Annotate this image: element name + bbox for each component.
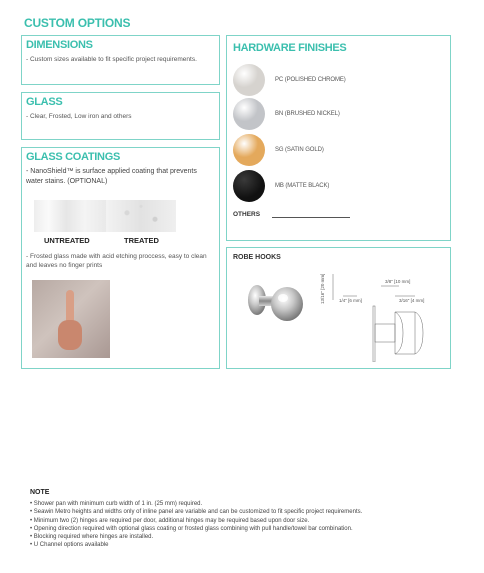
- finish-row: [233, 134, 324, 166]
- hand-on-glass-photo: [32, 280, 110, 358]
- note-heading: NOTE: [30, 489, 50, 496]
- finish-swatch: [233, 98, 265, 130]
- dimensions-text: - Custom sizes available to fit specific project requirements.: [26, 56, 197, 63]
- frosted-glass-text: - Frosted glass made with acid etching proccess, easy to clean and leaves no finger prints: [26, 253, 207, 269]
- dimensions-heading: DIMENSIONS: [26, 39, 93, 51]
- hardware-finishes-panel: [226, 35, 451, 241]
- glass-sample-image: [34, 200, 176, 232]
- treated-label: TREATED: [124, 236, 159, 245]
- note-item: • Shower pan with minimum curb width of 1 in. (25 mm) required.: [30, 501, 203, 507]
- finish-label: BN (BRUSHED NICKEL): [275, 111, 340, 117]
- glass-coatings-heading: GLASS COATINGS: [26, 151, 120, 163]
- glass-panel: [21, 92, 220, 140]
- finish-label: MB (MATTE BLACK): [275, 183, 330, 189]
- untreated-glass-sample: [34, 200, 106, 232]
- note-item: • Minimum two (2) hinges are required per door, additional hinges may be required based upon door size.: [30, 517, 310, 524]
- glass-coatings-panel: [21, 147, 220, 369]
- robe-hook-dimension-drawing: [319, 266, 447, 362]
- finish-swatch: [233, 170, 265, 202]
- dimensions-panel: [21, 35, 220, 85]
- treated-glass-sample: [106, 200, 176, 232]
- robe-hook-image: [243, 280, 313, 330]
- note-item: • Opening direction required with optional glass coating or frosted glass combining with pull handle/towel bar combination.: [30, 525, 353, 532]
- untreated-label: UNTREATED: [44, 236, 90, 245]
- dimension-right: 3/16" [4 mm]: [399, 298, 425, 303]
- note-item: • Blocking required where hinges are installed.: [30, 534, 154, 541]
- finish-swatch: [233, 134, 265, 166]
- note-item: • U Channel options available: [30, 542, 109, 549]
- palm-shape: [58, 320, 82, 350]
- finish-row: [233, 98, 340, 130]
- glass-heading: GLASS: [26, 96, 63, 108]
- finish-row: [233, 64, 346, 96]
- dimension-top: 3/8" [10 mm]: [385, 279, 411, 284]
- hardware-finishes-heading: HARDWARE FINISHES: [233, 42, 347, 54]
- finish-label: SG (SATIN GOLD): [275, 147, 324, 153]
- finish-row: [233, 170, 329, 202]
- others-label: OTHERS: [233, 211, 261, 218]
- others-underline: [272, 217, 350, 218]
- note-item: • Seawin Metro heights and widths only of inline panel are variable and can be customized to fit specific project requirements.: [30, 509, 363, 516]
- robe-hooks-heading: ROBE HOOKS: [233, 254, 281, 261]
- note-list: [30, 500, 470, 550]
- finish-swatch: [233, 64, 265, 96]
- note-section: [30, 489, 470, 550]
- dimension-left: 1/4" [6 mm]: [339, 298, 362, 303]
- robe-hooks-panel: [226, 247, 451, 369]
- nanoshield-text: - NanoShield™ is surface applied coating that prevents water stains. (OPTIONAL): [26, 168, 197, 185]
- finish-label: PC (POLISHED CHROME): [275, 77, 346, 83]
- glass-text: - Clear, Frosted, Low iron and others: [26, 113, 132, 120]
- page-title: CUSTOM OPTIONS: [24, 16, 131, 30]
- dimension-height: 13/16" [20 mm]: [320, 273, 325, 304]
